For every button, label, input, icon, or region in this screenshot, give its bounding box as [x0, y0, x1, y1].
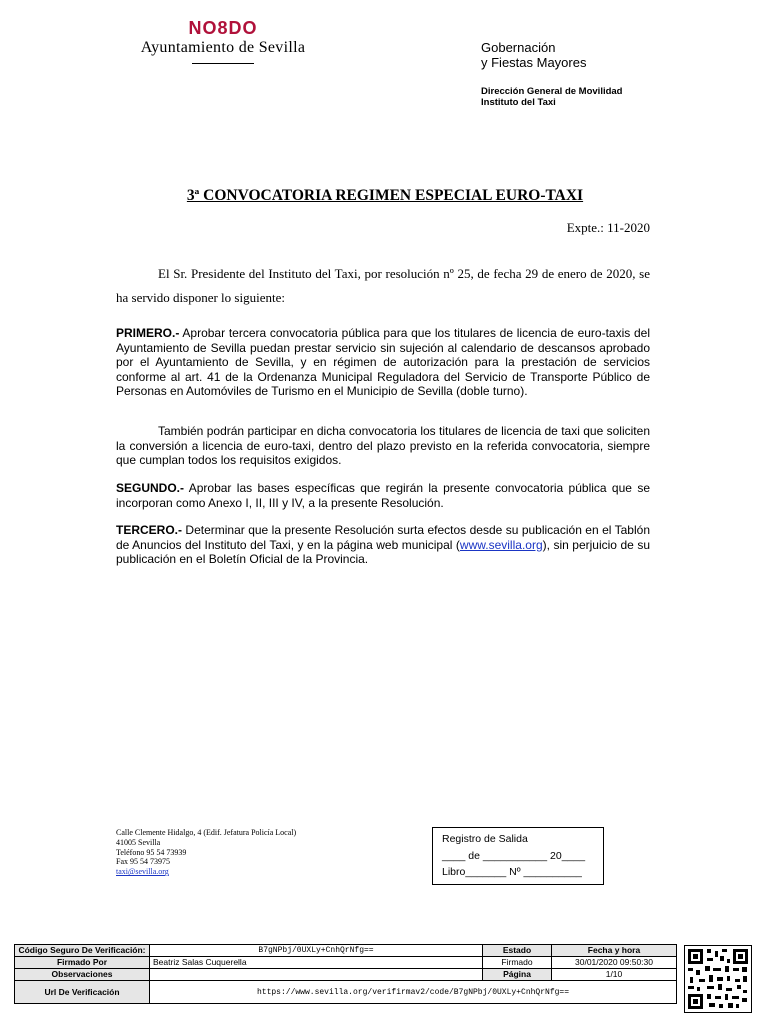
intro-paragraph: El Sr. Presidente del Instituto del Taxi, por resolución nº 25, de fecha 29 de enero de 2020, se ha servido disponer lo siguiente:: [116, 266, 650, 305]
subdept-line-1: Dirección General de Movilidad: [481, 86, 623, 97]
registro-salida-box: [432, 827, 604, 885]
tercero-paragraph: [116, 523, 650, 567]
table-row: [15, 981, 677, 1004]
verification-url-link[interactable]: https://www.sevilla.org/verifirmav2/code/B7gNPbj/0UXLy+CnhQrNfg==: [256, 987, 570, 997]
table-row: [15, 969, 677, 981]
logo-subtitle: Ayuntamiento de Sevilla: [140, 39, 306, 56]
table-row: [15, 957, 677, 969]
tambien-paragraph: También podrán participar en dicha convocatoria los titulares de licencia de taxi que soliciten la conversión a licencia de euro-taxi, dentro del plazo previsto en la referida convocatoria, siempre que cumplan todos los requisitos exigidos.: [116, 424, 650, 468]
registro-title: Registro de Salida: [442, 833, 528, 845]
estado-header: Estado: [483, 945, 552, 957]
tercero-text-1: Determinar que la presente Resolución surta efectos desde su publicación en el Tablón de Anuncios del Instituto del Taxi, y en la página web municipal (: [116, 523, 650, 552]
segundo-text: Aprobar las bases específicas que regirán la presente convocatoria pública que se incorporan como Anexo I, II, III y IV, a la presente Resolución.: [116, 481, 650, 510]
dept-line-1: Gobernación: [481, 40, 556, 55]
fecha-header: Fecha y hora: [552, 945, 677, 957]
phone-line: Teléfono 95 54 73939: [116, 847, 187, 857]
estado-value: Firmado: [483, 957, 552, 969]
address-line-1: Calle Clemente Hidalgo, 4 (Edif. Jefatura Policía Local): [116, 828, 297, 837]
registro-libro-line: Libro_______ Nº __________: [442, 866, 582, 878]
sevilla-website-link[interactable]: www.sevilla.org: [459, 537, 543, 552]
logo-no8do: NO8DO: [188, 18, 258, 38]
observaciones-value: [150, 969, 483, 981]
table-row: [15, 945, 677, 957]
address-line-2: 41005 Sevilla: [116, 837, 161, 847]
registro-date-line: ____ de ___________ 20____: [442, 849, 586, 862]
verification-table: [14, 944, 677, 1004]
logo-divider: [192, 63, 254, 64]
csv-label: Código Seguro De Verificación:: [15, 945, 150, 957]
department-block: [481, 40, 586, 70]
footer-address: [116, 828, 296, 877]
expediente-number: Expte.: 11-2020: [566, 220, 650, 235]
subdept-line-2: Instituto del Taxi: [481, 97, 556, 108]
ayuntamiento-logo: [118, 18, 328, 64]
url-label: Url De Verificación: [15, 981, 150, 1004]
qr-code-icon: [685, 946, 751, 1012]
dept-line-2: y Fiestas Mayores: [481, 55, 587, 70]
segundo-paragraph: [116, 481, 650, 510]
primero-label: PRIMERO.-: [116, 326, 180, 340]
firmado-label: Firmado Por: [15, 957, 150, 969]
pagina-label: Página: [483, 969, 552, 981]
email-link[interactable]: taxi@sevilla.org: [116, 867, 169, 877]
pagina-value: 1/10: [552, 969, 677, 981]
tercero-label: TERCERO.-: [116, 523, 182, 537]
primero-text: Aprobar tercera convocatoria pública para que los titulares de licencia de euro-taxis del Ayuntamiento de Sevilla puedan prestar servicio sin sujeción al calendario de descansos aprobado por el Ayuntamiento de Sevilla, y en régimen de autorización para la prestación de servicios conforme al art. 41 de la Ordenanza Municipal Reguladora del Servicio de Transporte Público de Personas en Automóviles de Turismo en el Municipio de Sevilla (doble turno).: [116, 326, 650, 399]
fax-line: Fax 95 54 73975: [116, 857, 170, 867]
primero-paragraph: [116, 326, 650, 399]
subdepartment-block: [481, 86, 622, 108]
observaciones-label: Observaciones: [15, 969, 150, 981]
segundo-label: SEGUNDO.-: [116, 481, 185, 495]
url-value: [150, 981, 677, 1004]
firmado-value: Beatriz Salas Cuquerella: [150, 957, 483, 969]
document-title: 3ª CONVOCATORIA REGIMEN ESPECIAL EURO-TAXI: [186, 187, 584, 204]
fecha-value: 30/01/2020 09:50:30: [552, 957, 677, 969]
tercero-text-2: ), sin perjuicio de su publicación en el Boletín Oficial de la Provincia.: [116, 537, 650, 567]
qr-code: [684, 945, 752, 1013]
csv-value: B7gNPbj/0UXLy+CnhQrNfg==: [150, 945, 483, 957]
